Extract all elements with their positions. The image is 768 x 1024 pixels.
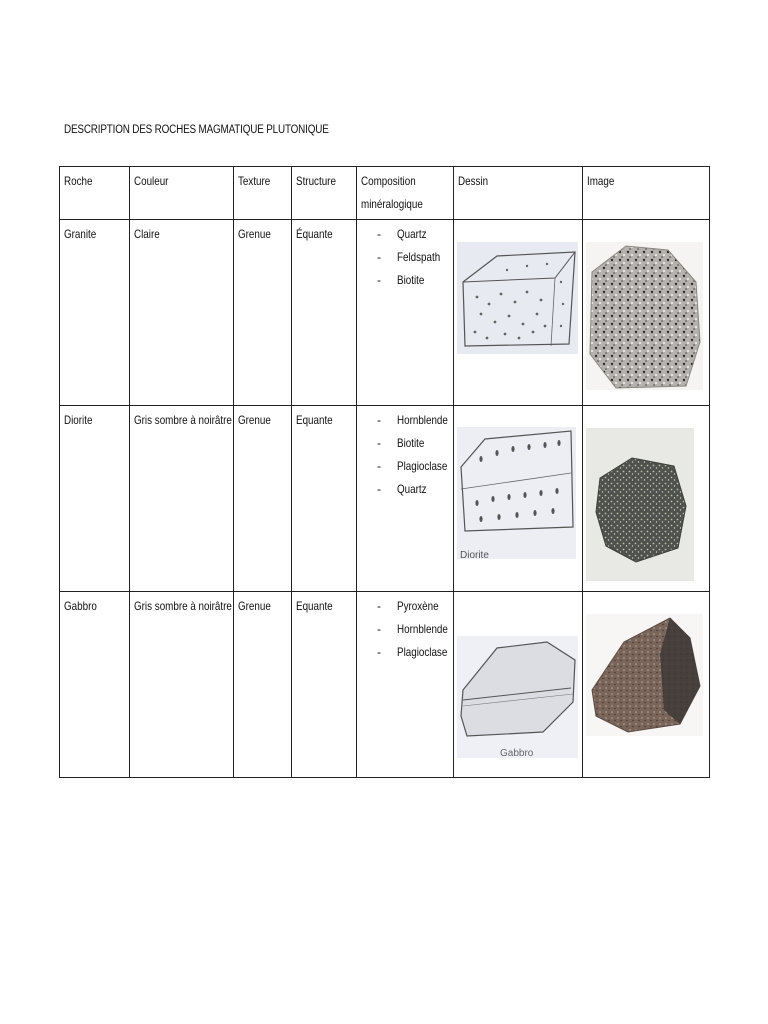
mineral-list [361,595,449,664]
granite-photo [586,242,703,390]
cell-dessin [454,406,583,592]
cell-dessin [454,592,583,778]
list-item: - Biotite [377,269,449,292]
header-couleur: Couleur [130,167,234,220]
cell-texture: Grenue [234,220,292,406]
cell-image [583,220,710,406]
header-structure: Structure [292,167,357,220]
cell-image [583,406,710,592]
cell-composition [357,406,454,592]
diorite-photo [586,428,694,581]
header-composition: Composition minéralogique [357,167,454,220]
rock-description-table [59,166,710,778]
mineral-list [361,409,449,501]
table-row [60,220,710,406]
cell-structure: Equante [292,406,357,592]
cell-structure: Équante [292,220,357,406]
granite-drawing [457,242,578,354]
cell-structure: Equante [292,592,357,778]
list-item: - Plagioclase [377,455,449,478]
cell-composition [357,220,454,406]
cell-texture: Grenue [234,406,292,592]
header-dessin: Dessin [454,167,583,220]
list-item: - Quartz [377,223,449,246]
cell-texture: Grenue [234,592,292,778]
cell-roche: Gabbro [60,592,130,778]
cell-roche: Diorite [60,406,130,592]
list-item: - Pyroxène [377,595,449,618]
list-item: - Hornblende [377,618,449,641]
gabbro-drawing-label: Gabbro [500,748,534,759]
table-row [60,592,710,778]
table-header-row [60,167,710,220]
list-item: - Biotite [377,432,449,455]
cell-roche: Granite [60,220,130,406]
header-roche: Roche [60,167,130,220]
mineral-list [361,223,449,292]
list-item: - Plagioclase [377,641,449,664]
cell-image [583,592,710,778]
diorite-drawing-label: Diorite [460,550,489,561]
list-item: - Quartz [377,478,449,501]
table-row [60,406,710,592]
list-item: - Hornblende [377,409,449,432]
gabbro-photo [586,614,703,736]
cell-composition [357,592,454,778]
cell-couleur: Gris sombre à noirâtre [130,592,234,778]
gabbro-drawing [457,636,578,758]
header-image: Image [583,167,710,220]
list-item: - Feldspath [377,246,449,269]
page-title: DESCRIPTION DES ROCHES MAGMATIQUE PLUTONIQUE [64,124,329,136]
diorite-drawing [457,427,576,559]
cell-couleur: Gris sombre à noirâtre [130,406,234,592]
header-texture: Texture [234,167,292,220]
cell-couleur: Claire [130,220,234,406]
cell-dessin [454,220,583,406]
